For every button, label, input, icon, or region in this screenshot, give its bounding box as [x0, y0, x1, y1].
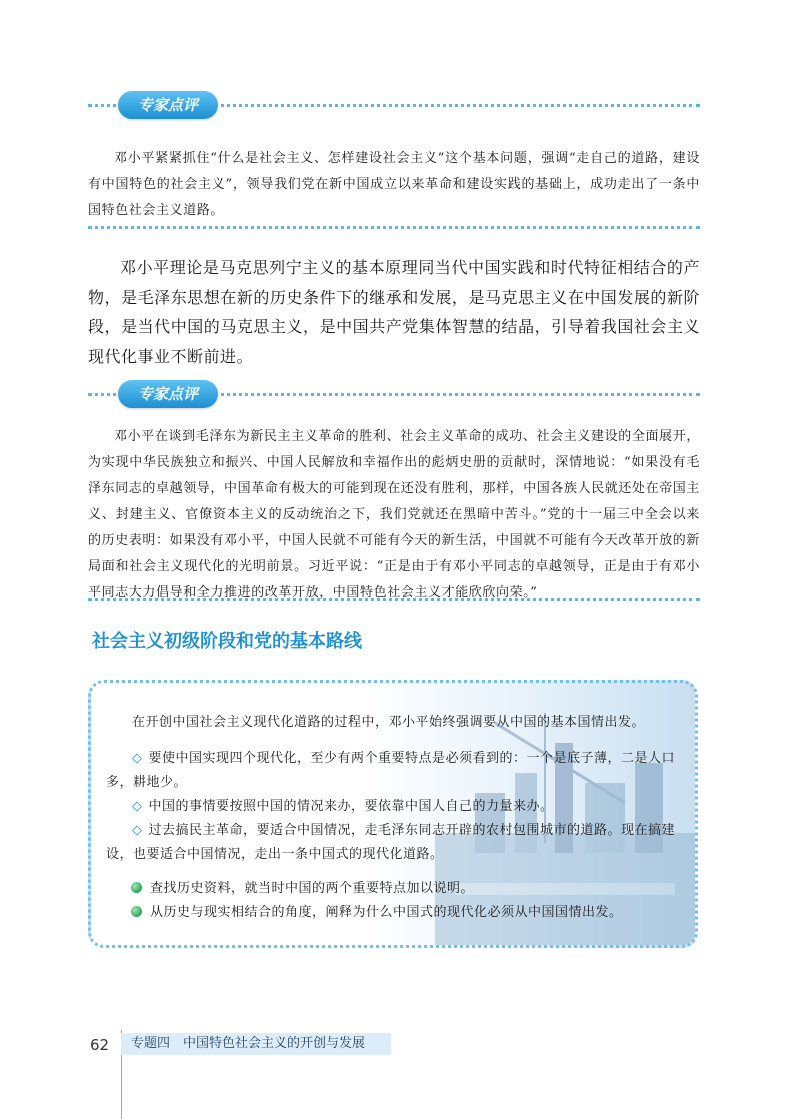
expert-comment-text-2: 邓小平在谈到毛泽东为新民主主义革命的胜利、社会主义革命的成功、社会主义建设的全面展开，为实现中华民族独立和振兴、中国人民解放和幸福作出的彪炳史册的贡献时，深情地说：“如果没有毛泽东同志的卓越领导，中国革命有极大的可能到现在还没有胜利，那样，中国各族人民就还处在帝国主义、封建主义、官僚资本主义的反动统治之下，我们党就还在黑暗中苦斗。”党的十一届三中全会以来的历史表明：如果没有邓小平，中国人民就不可能有今天的新生活，中国就不可能有今天改革开放的新局面和社会主义现代化的光明前景。习近平说：“正是由于有邓小平同志的卓越领导，正是由于有邓小平同志大力倡导和全力推进的改革开放，中国特色社会主义才能欣欣向荣。”	[88, 429, 701, 600]
resource-quote-3	[106, 819, 676, 867]
resource-task-1	[131, 877, 671, 901]
section-title: 社会主义初级阶段和党的基本路线	[92, 631, 362, 652]
quote-text-3: 过去搞民主革命，要适合中国情况，走毛泽东同志开辟的农村包围城市的道路。现在搞建设，也要适合中国情况，走出一条中国式的现代化道路。	[106, 823, 676, 862]
expert-comment-text: 邓小平紧紧抓住“什么是社会主义、怎样建设社会主义”这个基本问题，强调“走自己的道路，建设有中国特色的社会主义”，领导我们党在新中国成立以来革命和建设实践的基础上，成功走出了一条中国特色社会主义道路。	[88, 151, 700, 218]
expert-comment-badge-2: 专家点评	[118, 380, 218, 408]
green-bullet-icon	[131, 906, 142, 917]
diamond-icon: ◇	[132, 751, 143, 766]
footer-chapter: 专题四 中国特色社会主义的开创与发展	[121, 1033, 391, 1055]
expert-comment-badge: 专家点评	[118, 91, 218, 119]
task-text-2: 从历史与现实相结合的角度，阐释为什么中国式的现代化必须从中国国情出发。	[150, 905, 623, 920]
task-text-1: 查找历史资料，就当时中国的两个重要特点加以说明。	[150, 881, 475, 896]
page-number: 62	[90, 1036, 110, 1054]
quote-text-1: 要使中国实现四个现代化，至少有两个重要特点是必须看到的：一个是底子薄，二是人口多，耕地少。	[106, 751, 676, 790]
diamond-icon: ◇	[132, 823, 143, 838]
resource-task-2	[131, 901, 671, 925]
expert-comment-2-bottom-divider	[88, 598, 700, 601]
diamond-icon: ◇	[132, 799, 143, 814]
quote-text-2: 中国的事情要按照中国的情况来办，要依靠中国人自己的力量来办。	[148, 799, 554, 814]
resource-quote-2	[106, 795, 676, 819]
expert-comment-bottom-divider	[88, 226, 700, 229]
resource-intro: 在开创中国社会主义现代化道路的过程中，邓小平始终强调要从中国的基本国情出发。	[132, 715, 646, 730]
resource-quote-1	[106, 747, 676, 795]
main-paragraph: 邓小平理论是马克思列宁主义的基本原理同当代中国实践和时代特征相结合的产物，是毛泽东思想在新的历史条件下的继承和发展，是马克思主义在中国发展的新阶段，是当代中国的马克思主义，是中国共产党集体智慧的结晶，引导着我国社会主义现代化事业不断前进。	[88, 258, 700, 366]
green-bullet-icon	[131, 882, 142, 893]
resource-box	[88, 680, 698, 948]
